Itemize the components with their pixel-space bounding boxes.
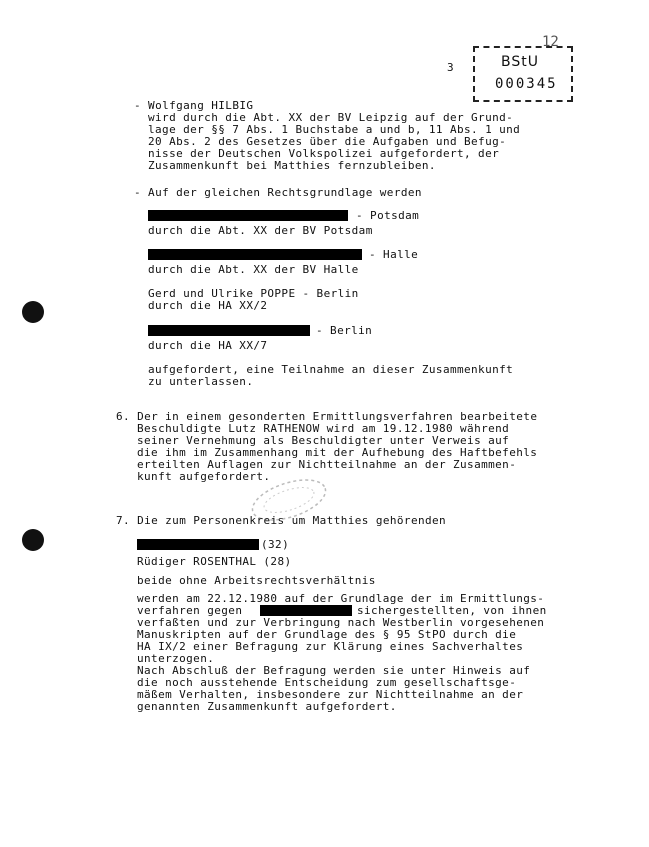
text-line: unterzogen.	[137, 652, 215, 665]
text-line: Rüdiger ROSENTHAL (28)	[137, 555, 292, 568]
text-line: die ihm im Zusammenhang mit der Aufhebung des Haftbefehls	[137, 446, 538, 459]
redaction-bar	[137, 539, 259, 550]
text-line: Manuskripten auf der Grundlage des § 95 StPO durch die	[137, 628, 517, 641]
redaction-bar	[148, 325, 310, 336]
text-line: 20 Abs. 2 des Gesetzes über die Aufgaben und Befug-	[148, 135, 507, 148]
text-line: - Wolfgang HILBIG	[134, 99, 254, 112]
text-line: 6. Der in einem gesonderten Ermittlungsverfahren bearbeitete	[116, 410, 538, 423]
text-line: lage der §§ 7 Abs. 1 Buchstabe a und b, 11 Abs. 1 und	[148, 123, 521, 136]
redaction-bar	[148, 249, 362, 260]
text-line: - Potsdam	[356, 209, 420, 222]
text-line: HA IX/2 einer Befragung zur Klärung eines Sachverhaltes	[137, 640, 524, 653]
text-line: beide ohne Arbeitsrechtsverhältnis	[137, 574, 376, 587]
text-line: Beschuldigte Lutz RATHENOW wird am 19.12.1980 während	[137, 422, 510, 435]
text-line: - Berlin	[316, 324, 373, 337]
text-line: durch die HA XX/2	[148, 299, 268, 312]
punch-hole-icon	[22, 301, 44, 323]
text-line: erteilten Auflagen zur Nichtteilnahme an der Zusammen-	[137, 458, 517, 471]
redaction-bar	[148, 210, 348, 221]
text-line: mäßem Verhalten, insbesondere zur Nichtteilnahme an der	[137, 688, 524, 701]
text-line: seiner Vernehmung als Beschuldigter unter Verweis auf	[137, 434, 510, 447]
text-line: Nach Abschluß der Befragung werden sie unter Hinweis auf	[137, 664, 531, 677]
redaction-bar	[260, 605, 352, 616]
punch-hole-icon	[22, 529, 44, 551]
text-line: verfahren gegen	[137, 604, 243, 617]
text-line: verfaßten und zur Verbringung nach Westberlin vorgesehenen	[137, 616, 545, 629]
stamp-corner-mark: 12	[542, 34, 559, 50]
text-line: genannten Zusammenkunft aufgefordert.	[137, 700, 397, 713]
stamp-label: BStU	[501, 54, 539, 70]
text-line: wird durch die Abt. XX der BV Leipzig auf der Grund-	[148, 111, 514, 124]
text-line: 7. Die zum Personenkreis um Matthies gehörenden	[116, 514, 447, 527]
text-line: sichergestellten, von ihnen	[357, 604, 547, 617]
text-line: durch die Abt. XX der BV Halle	[148, 263, 359, 276]
text-line: nisse der Deutschen Volkspolizei aufgefordert, der	[148, 147, 500, 160]
text-line: (32)	[261, 538, 290, 551]
text-line: kunft aufgefordert.	[137, 470, 271, 483]
page-number: 3	[447, 61, 455, 74]
bstu-archive-stamp	[473, 46, 573, 102]
text-line: - Halle	[369, 248, 419, 261]
text-line: werden am 22.12.1980 auf der Grundlage der im Ermittlungs-	[137, 592, 545, 605]
text-line: durch die HA XX/7	[148, 339, 268, 352]
text-line: durch die Abt. XX der BV Potsdam	[148, 224, 373, 237]
text-line: aufgefordert, eine Teilnahme an dieser Zusammenkunft	[148, 363, 514, 376]
stamp-number: 000345	[495, 76, 558, 92]
text-line: Gerd und Ulrike POPPE - Berlin	[148, 287, 359, 300]
text-line: die noch ausstehende Entscheidung zum gesellschaftsge-	[137, 676, 517, 689]
text-line: - Auf der gleichen Rechtsgrundlage werden	[134, 186, 422, 199]
text-line: Zusammenkunft bei Matthies fernzubleiben.	[148, 159, 436, 172]
text-line: zu unterlassen.	[148, 375, 254, 388]
